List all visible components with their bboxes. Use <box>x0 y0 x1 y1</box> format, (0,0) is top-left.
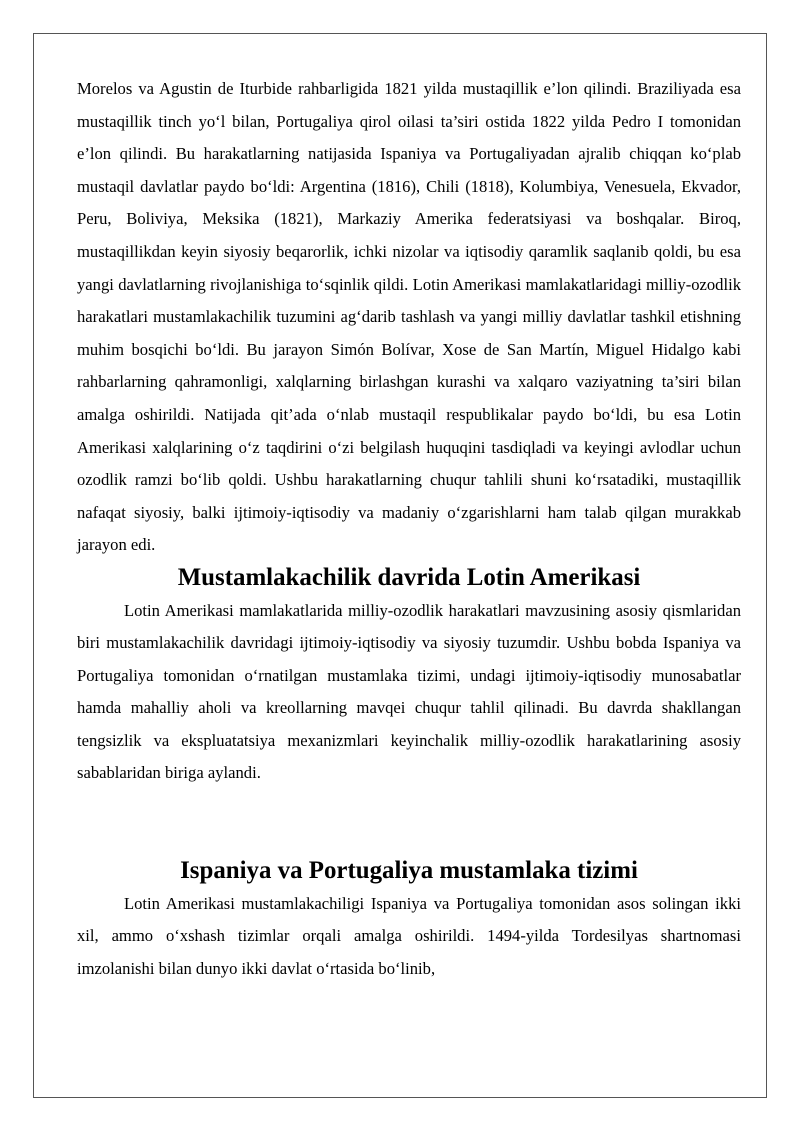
body-paragraph-1: Morelos va Agustin de Iturbide rahbarligida 1821 yilda mustaqillik e’lon qilindi. Braziliyada esa mustaqillik tinch yo‘l bilan, Portugaliya qirol oilasi ta’siri ostida 1822 yilda Pedro I tomonidan e’lon qilindi. Bu harakatlarning natijasida Ispaniya va Portugaliyadan ajralib chiqqan ko‘plab mustaqil davlatlar paydo bo‘ldi: Argentina (1816), Chili (1818), Kolumbiya, Venesuela, Ekvador, Peru, Boliviya, Meksika (1821), Markaziy Amerika federatsiyasi va boshqalar. Biroq, mustaqillikdan keyin siyosiy beqarorlik, ichki nizolar va iqtisodiy qaramlik saqlanib qoldi, bu esa yangi davlatlarning rivojlanishiga to‘sqinlik qildi. Lotin Amerikasi mamlakatlaridagi milliy-ozodlik harakatlari mustamlakachilik tuzumini ag‘darib tashlash va yangi milliy davlatlar tashkil etishning muhim bosqichi bo‘ldi. Bu jarayon Simón Bolívar, Xose de San Martín, Miguel Hidalgo kabi rahbarlarning qahramonligi, xalqlarning birlashgan kurashi va xalqaro vaziyatning ta’siri bilan amalga oshirildi. Natijada qit’ada o‘nlab mustaqil respublikalar paydo bo‘ldi, bu esa Lotin Amerikasi xalqlarining o‘z taqdirini o‘zi belgilash huquqini tasdiqladi va keyingi avlodlar uchun ozodlik ramzi bo‘lib qoldi. Ushbu harakatlarning chuqur tahlili shuni ko‘rsatadiki, mustaqillik nafaqat siyosiy, balki ijtimoiy-iqtisodiy va madaniy o‘zgarishlarni ham talab qilgan murakkab jarayon edi. <box>77 79 741 555</box>
body-paragraph-3: Lotin Amerikasi mustamlakachiligi Ispaniya va Portugaliya tomonidan asos solingan ikki xil, ammo o‘xshash tizimlar orqali amalga oshirildi. 1494-yilda Tordesilyas shartnomasi imzolanishi bilan dunyo ikki davlat o‘rtasida bo‘linib, <box>77 893 741 978</box>
section-heading-colonial-latin-america: Mustamlakachilik davrida Lotin Amerikasi <box>177 563 641 591</box>
section-heading-colonial-system: Ispaniya va Portugaliya mustamlaka tizimi <box>180 857 638 885</box>
body-paragraph-2: Lotin Amerikasi mamlakatlarida milliy-ozodlik harakatlari mavzusining asosiy qismlaridan biri mustamlakachilik davridagi ijtimoiy-iqtisodiy va siyosiy tuzumdir. Ushbu bobda Ispaniya va Portugaliya tomonidan o‘rnatilgan mustamlaka tizimi, undagi ijtimoiy-iqtisodiy munosabatlar hamda mahalliy aholi va kreollarning mavqei chuqur tahlil qilinadi. Bu davrda shakllangan tengsizlik va ekspluatatsiya mexanizmlari keyinchalik milliy-ozodlik harakatlarining asosiy sabablaridan biriga aylandi. <box>77 600 741 783</box>
document-body <box>77 73 741 985</box>
section-spacer <box>77 790 741 855</box>
